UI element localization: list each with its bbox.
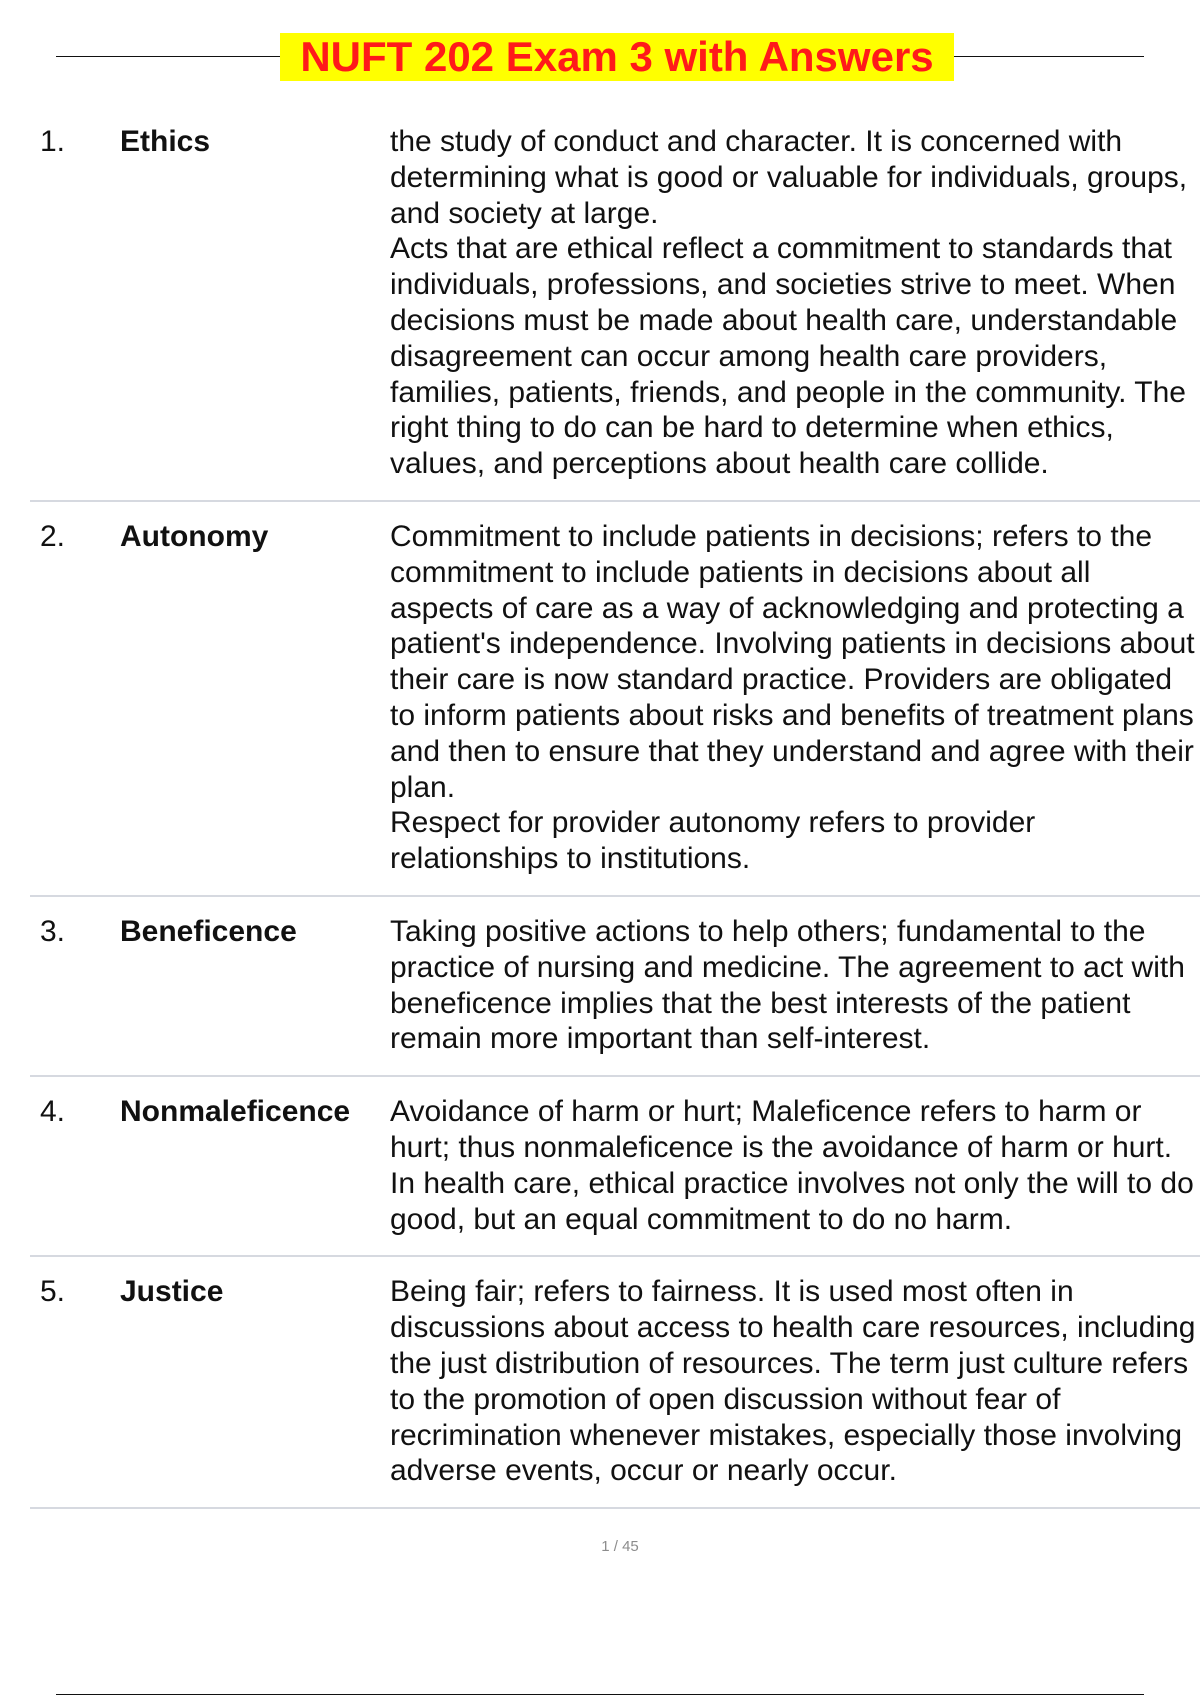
footer-rule (56, 1694, 1144, 1695)
flashcard-list (30, 124, 1200, 1526)
entry-definition (390, 1274, 1196, 1489)
entry-definition (390, 914, 1196, 1057)
entry-term: Beneficence (120, 914, 297, 948)
flashcard-entry-justice (30, 1274, 1200, 1509)
entry-term: Nonmaleficence (120, 1095, 351, 1129)
flashcard-entry-ethics (30, 124, 1200, 502)
flashcard-entry-nonmaleficence (30, 1094, 1200, 1257)
flashcard-entry-autonomy (30, 519, 1200, 897)
flashcard-entry-beneficence (30, 914, 1200, 1077)
entry-term: Autonomy (120, 519, 269, 553)
header-rule-left (56, 56, 280, 57)
entry-number: 5. (40, 1275, 66, 1309)
header-rule-right (954, 56, 1144, 57)
entry-number: 2. (40, 519, 66, 553)
entry-definition (390, 519, 1196, 877)
definition-paragraph: Taking positive actions to help others; fundamental to the practice of nursing and medicine. The agreement to act with beneficence implies that the best interests of the patient remain more important than self-interest. (390, 914, 1185, 1056)
definition-paragraph: Being fair; refers to fairness. It is used most often in discussions about access to health care resources, including the just distribution of resources. The term just culture refers to the promotion of open discussion without fear of recrimination whenever mistakes, especially those involving adverse events, occur or nearly occur. (390, 1275, 1196, 1488)
definition-paragraph: Commitment to include patients in decisions; refers to the commitment to include patients in decisions about all aspects of care as a way of acknowledging and protecting a patient's independence. Involving patients in decisions about their care is now standard practice. Providers are obligated to inform patients about risks and benefits of treatment plans and then to ensure that they understand and agree with their plan. (390, 519, 1195, 804)
entry-definition (390, 1094, 1196, 1237)
definition-paragraph: Acts that are ethical reflect a commitment to standards that individuals, professions, and societies strive to meet. When decisions must be made about health care, understandable disagreement can occur among health care providers, families, patients, friends, and people in the community. The right thing to do can be hard to determine when ethics, values, and perceptions about health care collide. (390, 232, 1186, 481)
entry-definition (390, 124, 1196, 482)
definition-paragraph: Respect for provider autonomy refers to provider relationships to institutions. (390, 806, 1036, 876)
entry-term: Justice (120, 1275, 224, 1309)
document-title: NUFT 202 Exam 3 with Answers (280, 33, 954, 81)
entry-number: 4. (40, 1095, 66, 1129)
entry-term: Ethics (120, 125, 211, 158)
entry-number: 3. (40, 914, 66, 948)
page-indicator: 1 / 45 (601, 1538, 639, 1555)
definition-paragraph: the study of conduct and character. It is concerned with determining what is good or valuable for individuals, groups, and society at large. (390, 125, 1188, 230)
entry-number: 1. (40, 125, 66, 158)
definition-paragraph: Avoidance of harm or hurt; Maleficence refers to harm or hurt; thus nonmaleficence is the avoidance of harm or hurt. In health care, ethical practice involves not only the will to do good, but an equal commitment to do no harm. (390, 1095, 1194, 1236)
